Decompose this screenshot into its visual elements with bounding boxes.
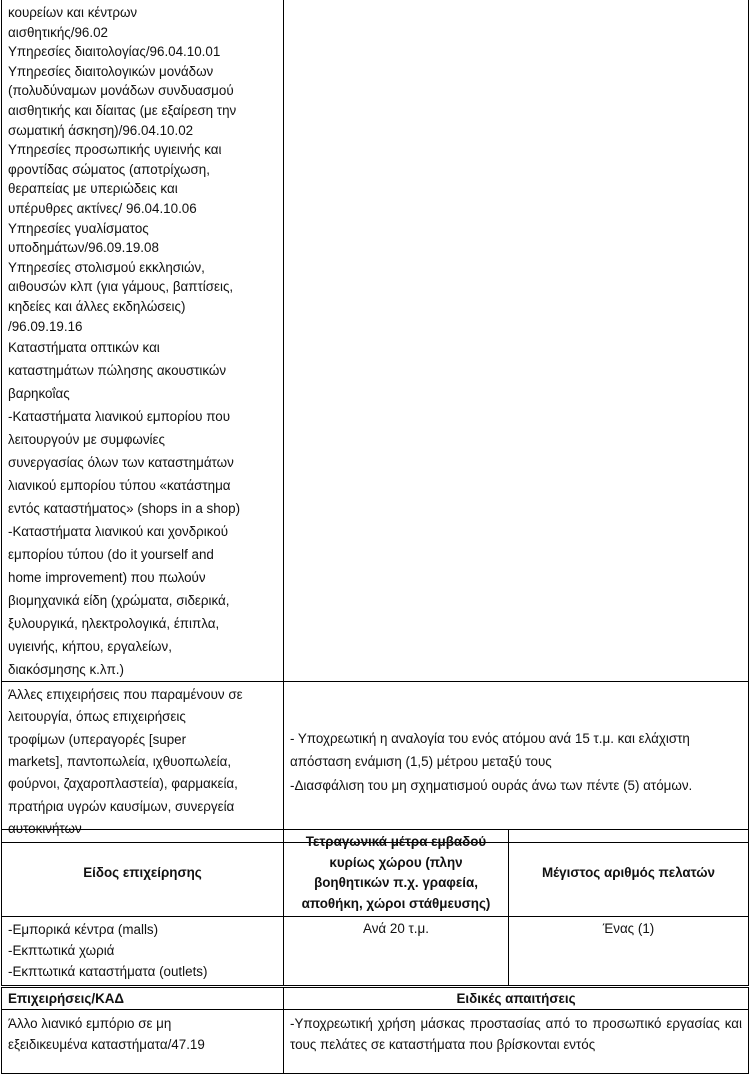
text-line: - Υποχρεωτική η αναλογία του ενός ατόμου ανά 15 τ.μ. και ελάχιστη bbox=[290, 730, 690, 746]
text-line: υπέρυθρες ακτίνες/ 96.04.10.06 bbox=[8, 200, 197, 216]
text-line: -Εμπορικά κέντρα (malls) bbox=[8, 922, 159, 937]
text-line: home improvement) που πωλούν bbox=[8, 570, 206, 586]
table-row bbox=[2, 682, 749, 843]
table-row bbox=[2, 917, 749, 986]
text-line: τροφίμων (υπεραγορές [super bbox=[8, 731, 187, 747]
text-line: -Εκπτωτικά καταστήματα (outlets) bbox=[8, 964, 208, 979]
text-line: συνεργασίας όλων των καταστημάτων bbox=[8, 455, 234, 471]
text-line: -Διασφάλιση του μη σχηματισμού ουράς άνω των πέντε (5) ατόμων. bbox=[290, 777, 693, 793]
table-row bbox=[2, 0, 749, 682]
text-line: Υπηρεσίες διαιτολογίας/96.04.10.01 bbox=[8, 44, 221, 60]
empty-requirements-cell bbox=[284, 0, 749, 682]
table-header-row bbox=[2, 988, 749, 1010]
text-line: λειτουργούν με συμφωνίες bbox=[8, 432, 165, 448]
table-row bbox=[2, 1010, 749, 1074]
special-requirements-table bbox=[1, 987, 749, 1074]
text-line: υγιεινής, κήπου, εργαλείων, bbox=[8, 639, 172, 655]
text-line: Υπηρεσίες προσωπικής υγιεινής και bbox=[8, 142, 222, 158]
text-line: /96.09.19.16 bbox=[8, 318, 83, 334]
text-line: Υπηρεσίες διαιτολογικών μονάδων bbox=[8, 63, 214, 79]
business-types-cell bbox=[2, 917, 284, 986]
text-line: απόσταση ενάμιση (1,5) μέτρου μεταξύ τους bbox=[290, 754, 552, 770]
text-line: πρατήρια υγρών καυσίμων, συνεργεία bbox=[8, 798, 235, 814]
text-line: φροντίδας σώματος (αποτρίχωση, bbox=[8, 161, 210, 177]
text-line: ξυλουργικά, ηλεκτρολογικά, έπιπλα, bbox=[8, 616, 220, 632]
header-special-requirements: Ειδικές απαιτήσεις bbox=[284, 988, 749, 1010]
text-line: (πολυδύναμων μονάδων συνδυασμού bbox=[8, 83, 234, 99]
text-line: εμπορίου τύπου (do it yourself and bbox=[8, 547, 214, 563]
text-line: κηδείες και άλλες εκδηλώσεις) bbox=[8, 298, 186, 314]
text-line: Υπηρεσίες γυαλίσματος bbox=[8, 220, 149, 236]
business-list-cell bbox=[2, 0, 284, 682]
text-line: -Καταστήματα λιανικού και χονδρικού bbox=[8, 524, 229, 540]
text-line: αισθητικής και δίαιτας (με εξαίρεση την bbox=[8, 102, 237, 118]
area-ratio-cell: Ανά 20 τ.μ. bbox=[284, 917, 509, 986]
text-line: Υπηρεσίες στολισμού εκκλησιών, bbox=[8, 259, 205, 275]
text-line: βαρηκοΐας bbox=[8, 386, 70, 402]
text-line: υποδημάτων/96.09.19.08 bbox=[8, 240, 159, 256]
text-line: αυτοκινήτων bbox=[8, 820, 82, 836]
table-header-row bbox=[2, 830, 749, 917]
text-line: αισθητικής/96.02 bbox=[8, 24, 108, 40]
header-max-customers: Μέγιστος αριθμός πελατών bbox=[509, 830, 749, 917]
text-line: markets], παντοπωλεία, ιχθυοπωλεία, bbox=[8, 753, 232, 769]
text-line: Άλλες επιχειρήσεις που παραμένουν σε bbox=[8, 687, 243, 703]
business-kad-cell bbox=[2, 1010, 284, 1074]
text-line: καταστημάτων πώλησης ακουστικών bbox=[8, 363, 227, 379]
other-businesses-cell bbox=[2, 682, 284, 843]
customer-count-cell: Ένας (1) bbox=[509, 917, 749, 986]
requirements-cell bbox=[284, 682, 749, 843]
text-line: -Εκπτωτικά χωριά bbox=[8, 943, 115, 958]
text-line: φούρνοι, ζαχαροπλαστεία), φαρμακεία, bbox=[8, 776, 238, 792]
text-line: εξειδικευμένα καταστήματα/47.19 bbox=[8, 1037, 205, 1052]
capacity-table bbox=[1, 829, 749, 986]
text-line: βιομηχανικά είδη (χρώματα, σιδερικά, bbox=[8, 593, 230, 609]
text-line: λειτουργία, όπως επιχειρήσεις bbox=[8, 709, 186, 725]
text-line: διακόσμησης κ.λπ.) bbox=[8, 662, 124, 678]
header-businesses-kad: Επιχειρήσεις/ΚΑΔ bbox=[2, 988, 284, 1010]
measures-table-top bbox=[1, 0, 749, 843]
text-line: εντός καταστήματος» (shops in a shop) bbox=[8, 501, 241, 517]
text-line: λιανικού εμπορίου τύπου «κατάστημα bbox=[8, 478, 231, 494]
text-line: Άλλο λιανικό εμπόριο σε μη bbox=[8, 1016, 172, 1031]
text-line: Καταστήματα οπτικών και bbox=[8, 340, 160, 356]
header-business-type: Είδος επιχείρησης bbox=[2, 830, 284, 917]
text-line: σωματική άσκηση)/96.04.10.02 bbox=[8, 122, 194, 138]
special-requirement-text: -Υποχρεωτική χρήση μάσκας προστασίας από το προσωπικό εργασίας και τους πελάτες σε καταστήματα που βρίσκονται εντός bbox=[284, 1010, 749, 1074]
text-line: κουρείων και κέντρων bbox=[8, 5, 138, 20]
text-line: -Καταστήματα λιανικού εμπορίου που bbox=[8, 409, 231, 425]
text-line: θεραπείας με υπεριώδεις και bbox=[8, 181, 178, 197]
text-line: αιθουσών κλπ (για γάμους, βαπτίσεις, bbox=[8, 279, 234, 295]
header-square-meters: Τετραγωνικά μέτρα εμβαδού κυρίως χώρου (πλην βοηθητικών π.χ. γραφεία, αποθήκη, χώροι στάθμευσης) bbox=[284, 830, 509, 917]
